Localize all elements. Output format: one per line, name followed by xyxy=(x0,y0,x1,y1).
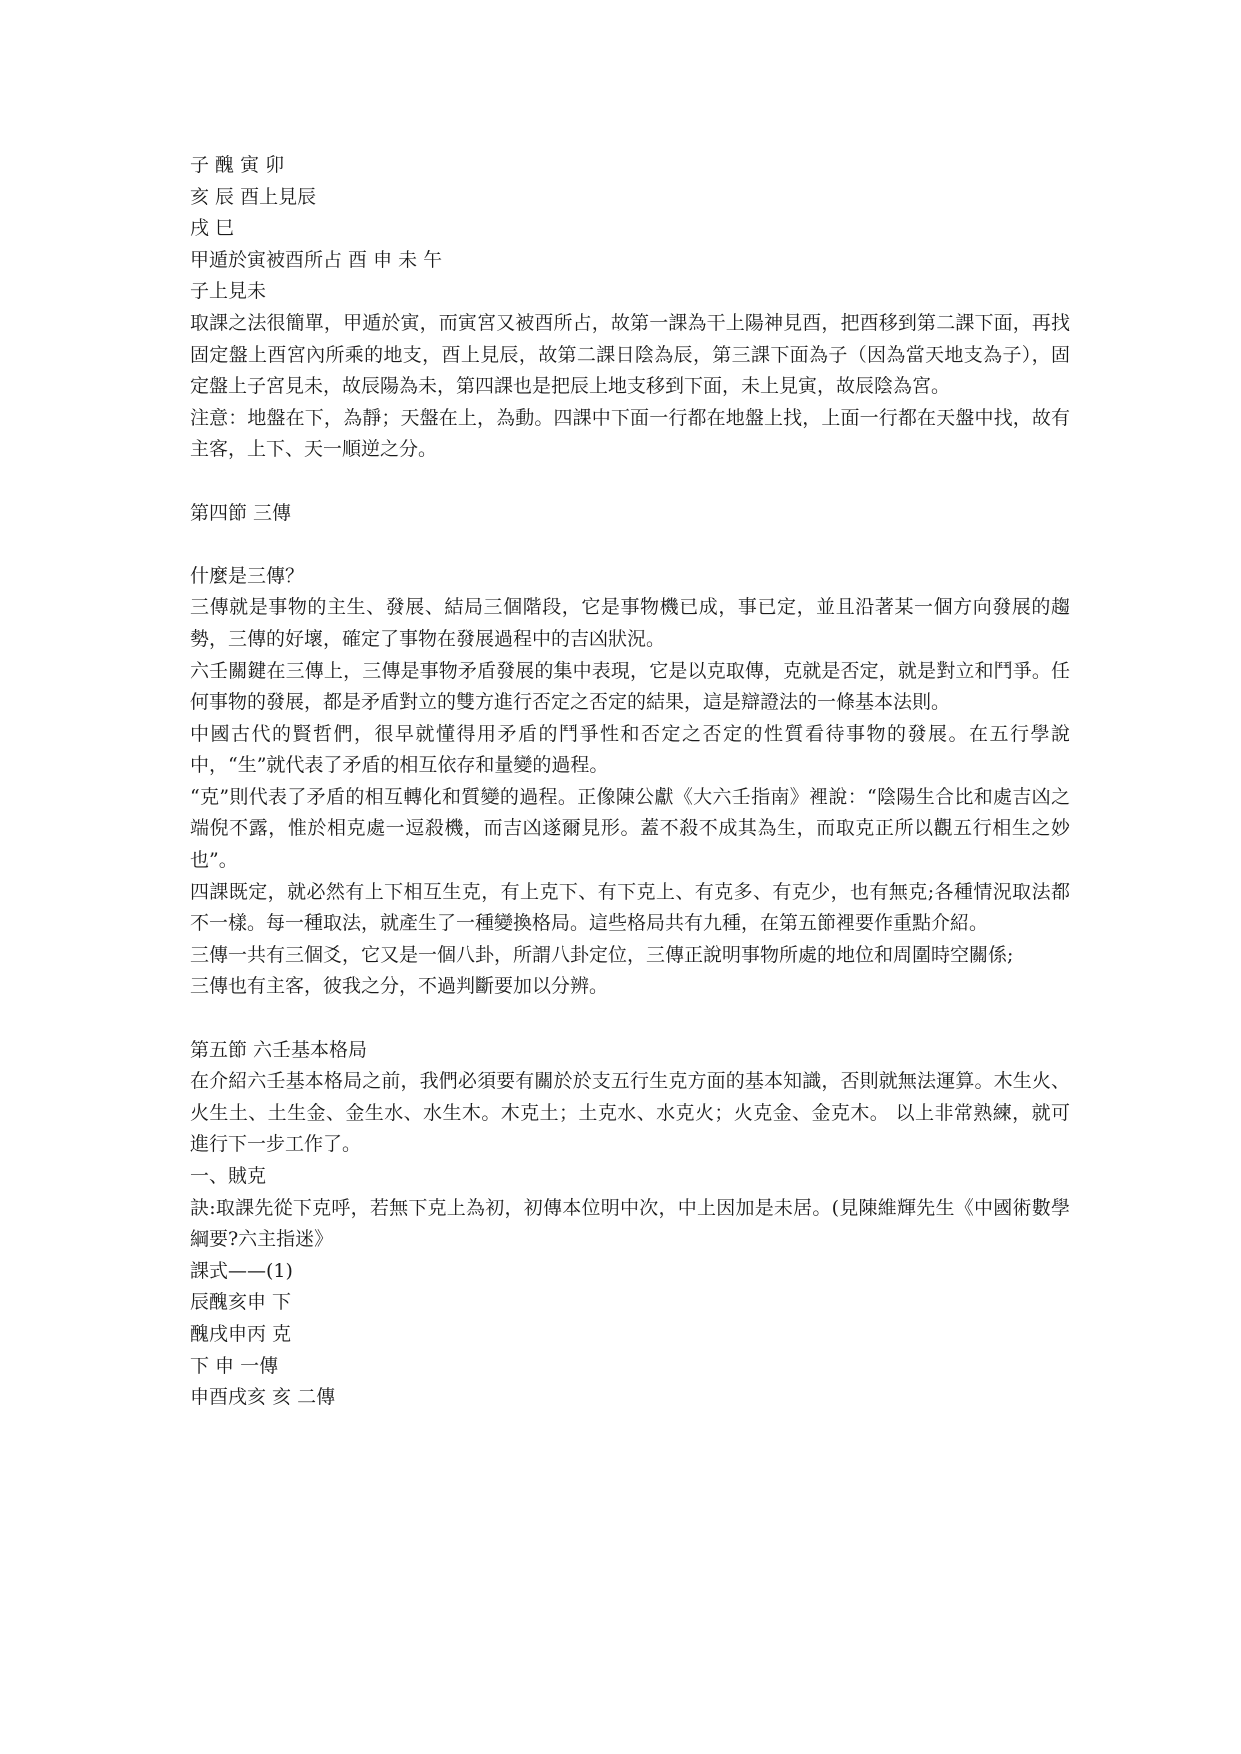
paragraph: 注意：地盤在下，為靜；天盤在上，為動。四課中下面一行都在地盤上找，上面一行都在天盤中找，故有主客，上下、天一順逆之分。 xyxy=(190,406,1070,461)
text-line: 辰醜亥申 下 xyxy=(190,1291,292,1314)
subsection-heading: 一、賊克 xyxy=(190,1165,267,1187)
paragraph: 中國古代的賢哲們，很早就懂得用矛盾的鬥爭性和否定之否定的性質看待事物的發展。在五行學說中，“生”就代表了矛盾的相互依存和量變的過程。 xyxy=(190,722,1070,777)
text-line: 子 醜 寅 卯 xyxy=(190,154,285,176)
paragraph: 三傳一共有三個爻，它又是一個八卦，所謂八卦定位，三傳正說明事物所處的地位和周圍時空關係; xyxy=(190,943,1014,966)
paragraph: “克”則代表了矛盾的相互轉化和質變的過程。正像陳公獻《大六壬指南》裡說：“陰陽生合比和處吉凶之端倪不露，惟於相克處一逗殺機，而吉凶遂爾見形。蓋不殺不成其為生，而取克正所以觀五行相生之妙也”。 xyxy=(190,785,1070,872)
paragraph: 六壬關鍵在三傳上，三傳是事物矛盾發展的集中表現，它是以克取傳，克就是否定，就是對立和鬥爭。任何事物的發展，都是矛盾對立的雙方進行否定之否定的結果，這是辯證法的一條基本法則。 xyxy=(190,659,1070,714)
question-heading: 什麼是三傳？ xyxy=(190,564,305,587)
text-line: 申酉戌亥 亥 二傳 xyxy=(190,1386,336,1409)
section-heading: 第五節 六壬基本格局 xyxy=(190,1038,368,1061)
blank-line xyxy=(190,529,1070,561)
text-line: 課式——(1) xyxy=(190,1259,293,1282)
document-page xyxy=(190,150,1070,1414)
blank-line xyxy=(190,1003,1070,1035)
paragraph: 三傳就是事物的主生、發展、結局三個階段，它是事物機已成，事已定，並且沿著某一個方向發展的趨勢，三傳的好壞，確定了事物在發展過程中的吉凶狀況。 xyxy=(190,596,1070,650)
paragraph: 四課既定，就必然有上下相互生克，有上克下、有下克上、有克多、有克少，也有無克;各種情況取法都不一樣。每一種取法，就產生了一種變換格局。這些格局共有九種，在第五節裡要作重點介紹。 xyxy=(190,880,1070,935)
text-line: 醜戌申丙 克 xyxy=(190,1322,292,1345)
text-line: 亥 辰 酉上見辰 xyxy=(190,185,317,208)
paragraph: 訣:取課先從下克呼，若無下克上為初，初傳本位明中次，中上因加是未居。(見陳維輝先生《中國術數學綱要?六主指迷》 xyxy=(190,1196,1070,1251)
paragraph: 在介紹六壬基本格局之前，我們必須要有關於於支五行生克方面的基本知識，否則就無法運算。木生火、火生土、土生金、金生水、水生木。木克土；土克水、水克火；火克金、金克木。 以上非常熟練，就可進行下一步工作了。 xyxy=(190,1070,1070,1156)
text-line: 戌 巳 xyxy=(190,217,235,240)
text-line: 下 申 一傳 xyxy=(190,1354,279,1377)
text-line: 甲遁於寅被酉所占 酉 申 未 午 xyxy=(190,248,443,271)
section-heading: 第四節 三傳 xyxy=(190,501,292,524)
paragraph: 取課之法很簡單，甲遁於寅，而寅宮又被酉所占，故第一課為干上陽神見酉，把酉移到第二課下面，再找固定盤上酉宮內所乘的地支，酉上見辰，故第二課日陰為辰，第三課下面為子（因為當天地支為子），固定盤上子宮見未，故辰陽為未，第四課也是把辰上地支移到下面，未上見寅，故辰陰為宮。 xyxy=(190,311,1070,398)
blank-line xyxy=(190,466,1070,498)
text-line: 子上見未 xyxy=(190,280,267,303)
paragraph: 三傳也有主客，彼我之分，不過判斷要加以分辨。 xyxy=(190,975,609,998)
